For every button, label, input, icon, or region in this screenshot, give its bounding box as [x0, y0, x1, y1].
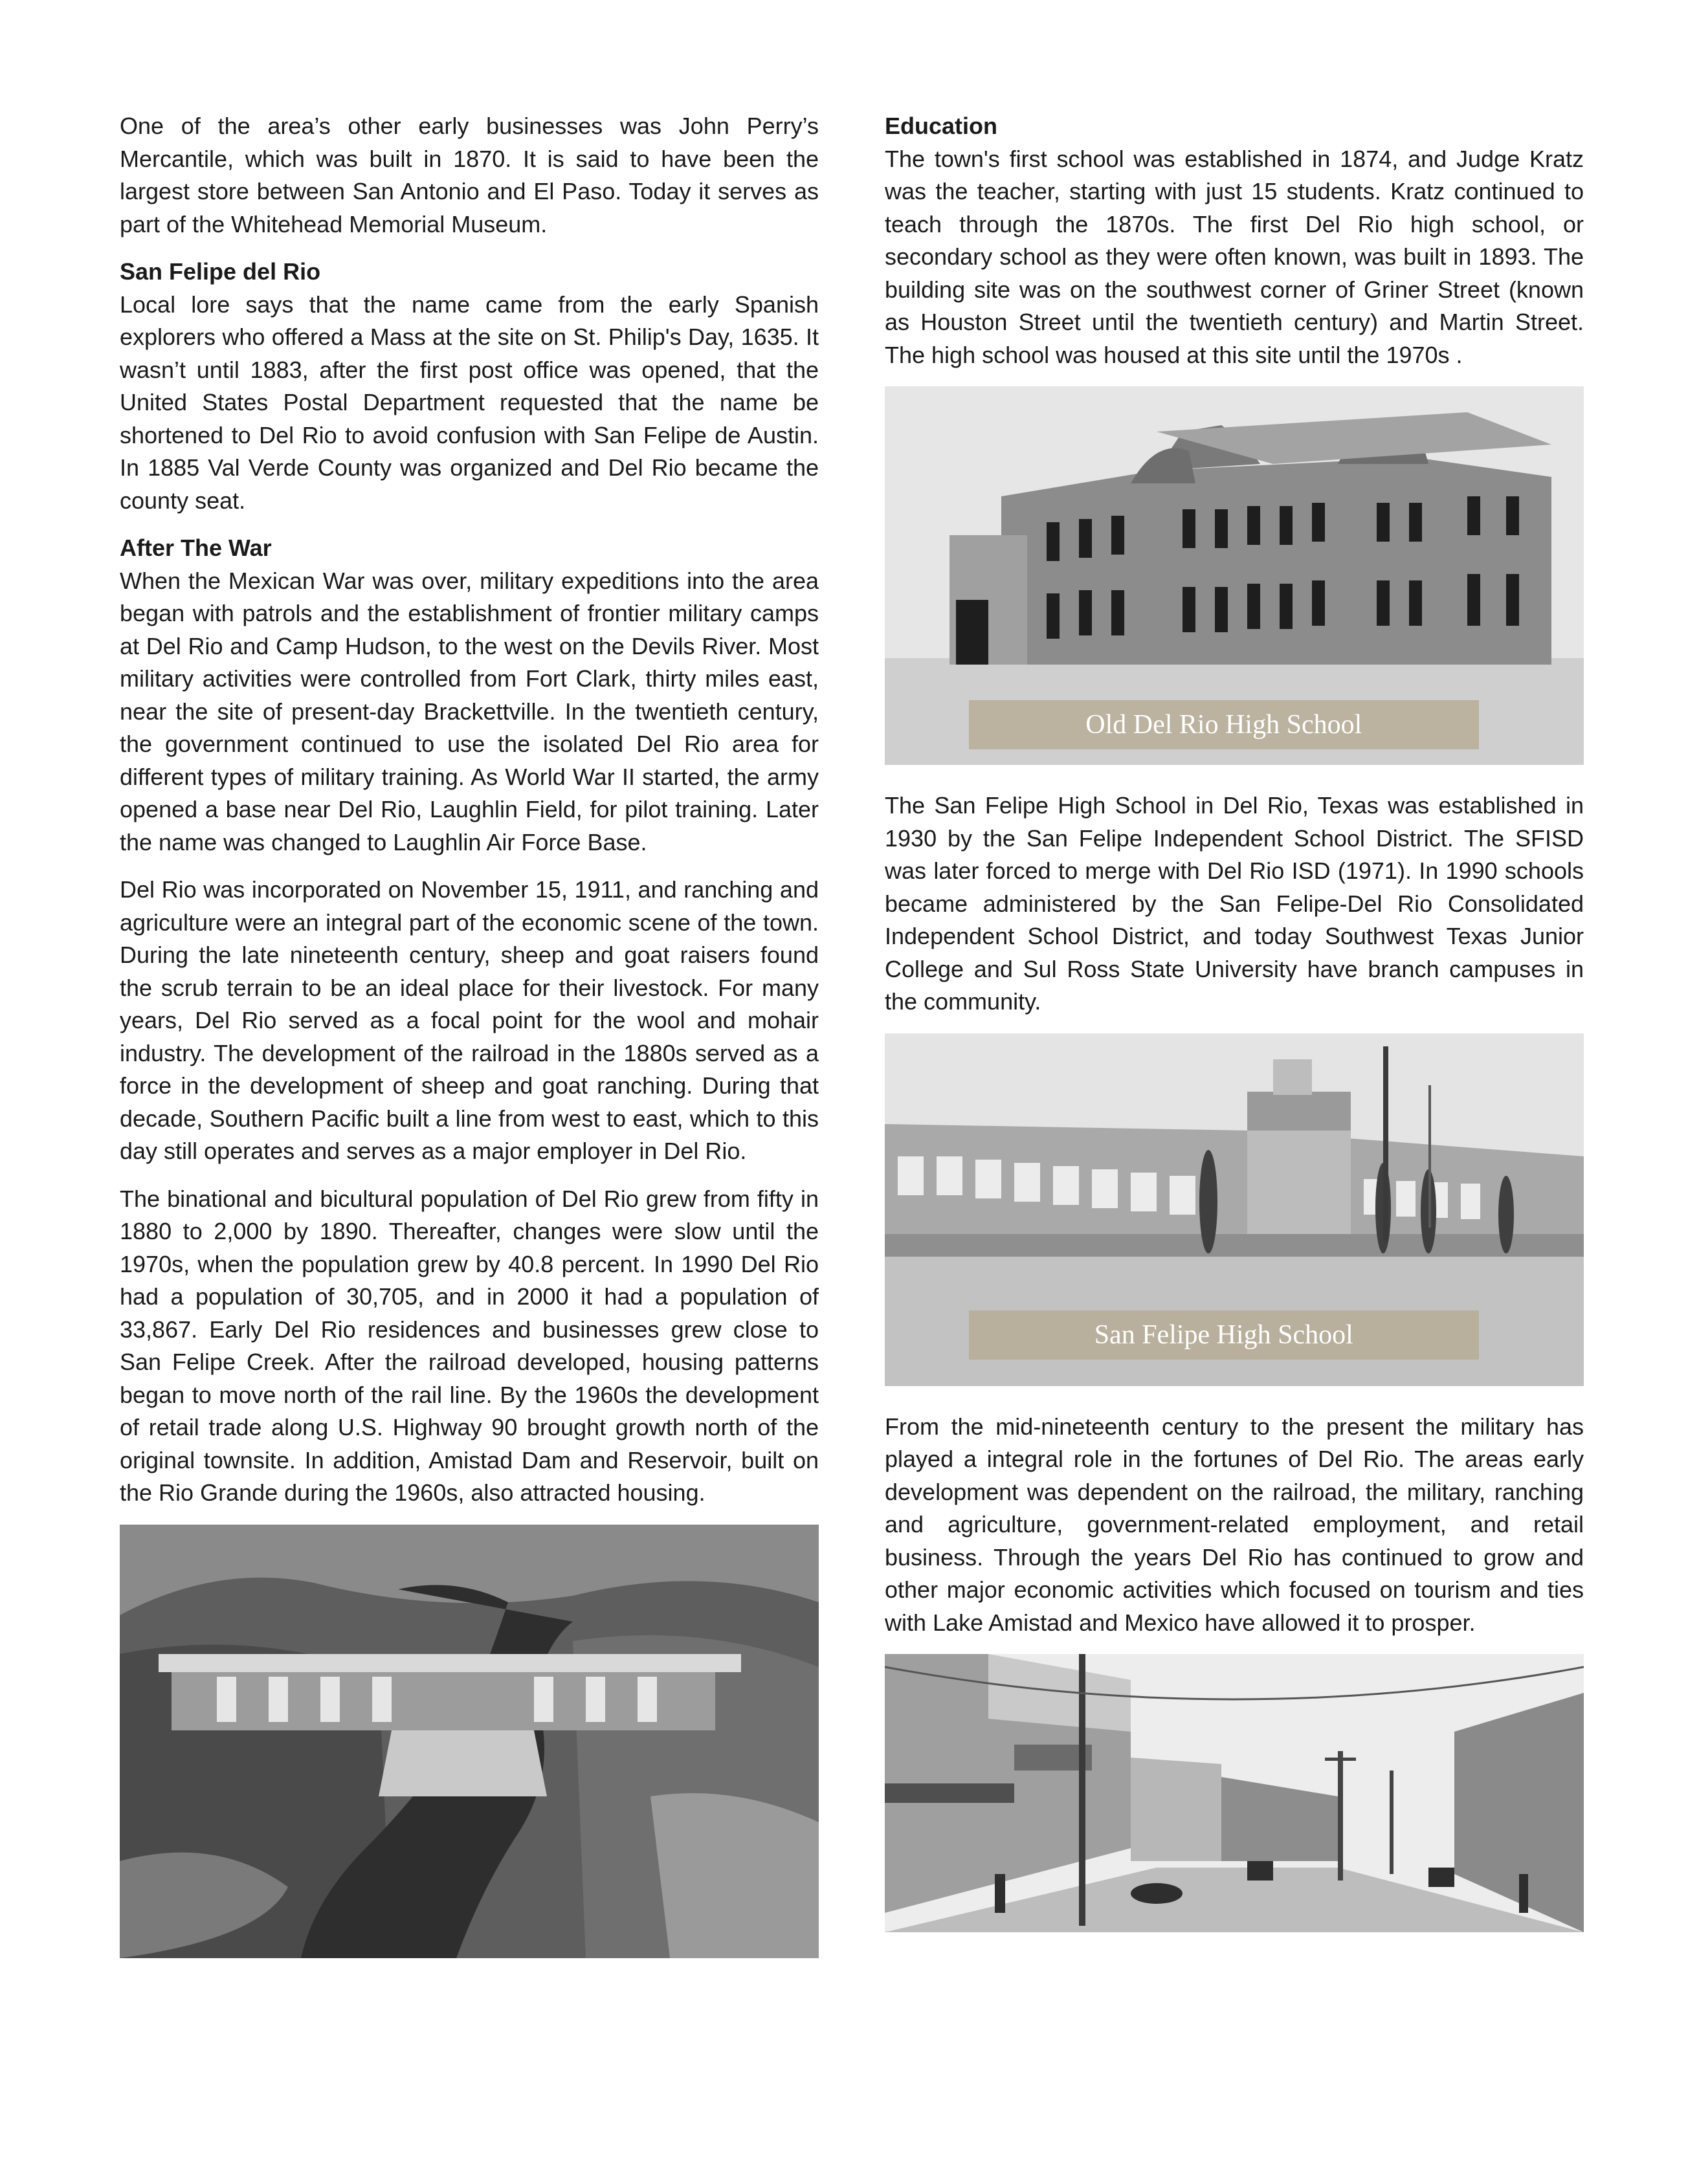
old-school-photo [885, 386, 1584, 765]
left-column [120, 110, 819, 1958]
population-paragraph: The binational and bicultural population of Del Rio grew from fifty in 1880 to 2,000 by 1890. Thereafter, changes were slow until the 1970s, when the population grew by 40.8 percent. In 1990 Del Rio had a population of 30,705, and in 2000 it had a population of 33,867. Early Del Rio residences and businesses grew close to San Felipe Creek. After the railroad developed, housing patterns began to move north of the rail line. By the 1960s the development of retail trade along U.S. Highway 90 brought growth north of the original townsite. In addition, Amistad Dam and Reservoir, built on the Rio Grande during the 1960s, also attracted housing. [120, 1185, 819, 1506]
san-felipe-caption: San Felipe High School [969, 1310, 1479, 1360]
education-heading: Education [885, 113, 998, 139]
street-photo [885, 1654, 1584, 1932]
after-war-paragraph: When the Mexican War was over, military expeditions into the area began with patrols and the establishment of frontier military camps at Del Rio and Camp Hudson, to the west on the Devils River. Most military activities were controlled from Fort Clark, thirty miles east, near the site of present-day Brackettville. In the twentieth century, the government continued to use the isolated Del Rio area for different types of military training. As World War II started, the army opened a base near Del Rio, Laughlin Field, for pilot training. Later the name was changed to Laughlin Air Force Base. [120, 567, 819, 855]
historic-street-photo-icon [885, 1654, 1584, 1932]
right-column [885, 110, 1584, 1932]
san-felipe-hs-paragraph: The San Felipe High School in Del Rio, Texas was established in 1930 by the San Felipe Independent School District. The SFISD was later forced to merge with Del Rio ISD (1971). In 1990 schools became administered by the San Felipe-Del Rio Consolidated Independent School District, and today Southwest Texas Junior College and Sul Ross State University have branch campuses in the community. [885, 792, 1584, 1015]
incorporated-paragraph: Del Rio was incorporated on November 15, 1911, and ranching and agriculture were an integral part of the economic scene of the town. During the late nineteenth century, sheep and goat raisers found the scrub terrain to be an ideal place for their livestock. For many years, Del Rio served as a focal point for the wool and mohair industry. The development of the railroad in the 1880s served as a force in the development of sheep and goat ranching. During that decade, Southern Pacific built a line from west to east, which to this day still operates and serves as a major employer in Del Rio. [120, 876, 819, 1164]
aerial-dam-photo-icon [120, 1525, 819, 1958]
education-paragraph: The town's first school was established in 1874, and Judge Kratz was the teacher, starting with just 15 students. Kratz continued to teach through the 1870s. The first Del Rio high school, or secondary school as they were often known, was built in 1893. The building site was on the southwest corner of Griner Street (known as Houston Street until the twentieth century) and Martin Street. The high school was housed at this site until the 1970s . [885, 145, 1584, 368]
mercantile-paragraph: One of the area’s other early businesses was John Perry’s Mercantile, which was built in 1870. It is said to have been the largest store between San Antonio and El Paso. Today it serves as part of the Whitehead Memorial Museum. [120, 113, 819, 237]
san-felipe-photo [885, 1033, 1584, 1386]
old-school-caption: Old Del Rio High School [969, 700, 1479, 749]
san-felipe-heading: San Felipe del Rio [120, 258, 321, 285]
san-felipe-paragraph: Local lore says that the name came from the early Spanish explorers who offered a Mass at the site on St. Philip's Day, 1635. It wasn’t until 1883, after the first post office was opened, that the United States Postal Department requested that the name be shortened to Del Rio to avoid confusion with San Felipe de Austin. In 1885 Val Verde County was organized and Del Rio became the county seat. [120, 291, 819, 514]
after-war-heading: After The War [120, 535, 272, 561]
military-paragraph: From the mid-nineteenth century to the present the military has played a integral role in the fortunes of Del Rio. The areas early development was dependent on the railroad, the military, ranching and agriculture, government-related employment, and retail business. Through the years Del Rio has continued to grow and other major economic activities which focused on tourism and ties with Lake Amistad and Mexico have allowed it to prosper. [885, 1413, 1584, 1636]
dam-photo [120, 1525, 819, 1958]
